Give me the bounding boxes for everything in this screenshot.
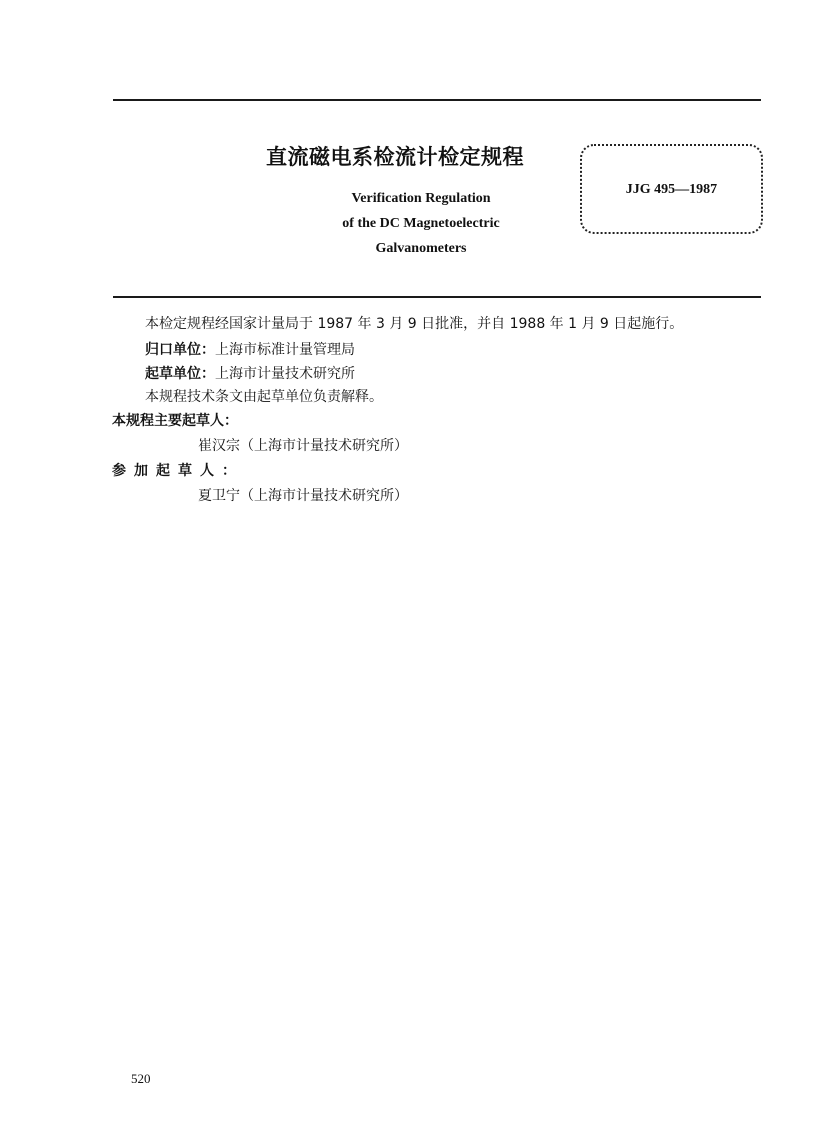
regulation-code-frame: [580, 144, 763, 234]
drafting-unit-line: [145, 364, 355, 384]
authority-value: 上海市标准计量管理局: [215, 342, 355, 358]
title-english-line-2: of the DC Magnetoelectric: [342, 216, 500, 231]
authority-line: [145, 340, 355, 360]
title-english-line-3: Galvanometers: [375, 241, 467, 256]
title-chinese: 直流磁电系检流计检定规程: [266, 145, 524, 169]
main-drafter: 崔汉宗（上海市计量技术研究所）: [198, 438, 408, 454]
participant: 夏卫宁（上海市计量技术研究所）: [198, 488, 408, 504]
authority-label: 归口单位：: [145, 342, 215, 358]
bottom-rule: [113, 296, 761, 298]
title-english-line-1: Verification Regulation: [351, 191, 491, 206]
page-number: 520: [131, 1071, 151, 1086]
regulation-code: JJG 495—1987: [625, 182, 718, 197]
main-drafter-label: 本规程主要起草人：: [112, 413, 238, 429]
drafting-unit-label: 起草单位：: [145, 366, 215, 382]
interpretation-statement: 本规程技术条文由起草单位负责解释。: [145, 389, 383, 405]
drafting-unit-value: 上海市计量技术研究所: [215, 366, 355, 382]
participant-label: 参加起草人：: [112, 463, 244, 479]
top-rule: [113, 99, 761, 101]
approval-statement: 本检定规程经国家计量局于 1987 年 3 月 9 日批准，并自 1988 年 1 月 9 日起施行。: [145, 316, 684, 332]
